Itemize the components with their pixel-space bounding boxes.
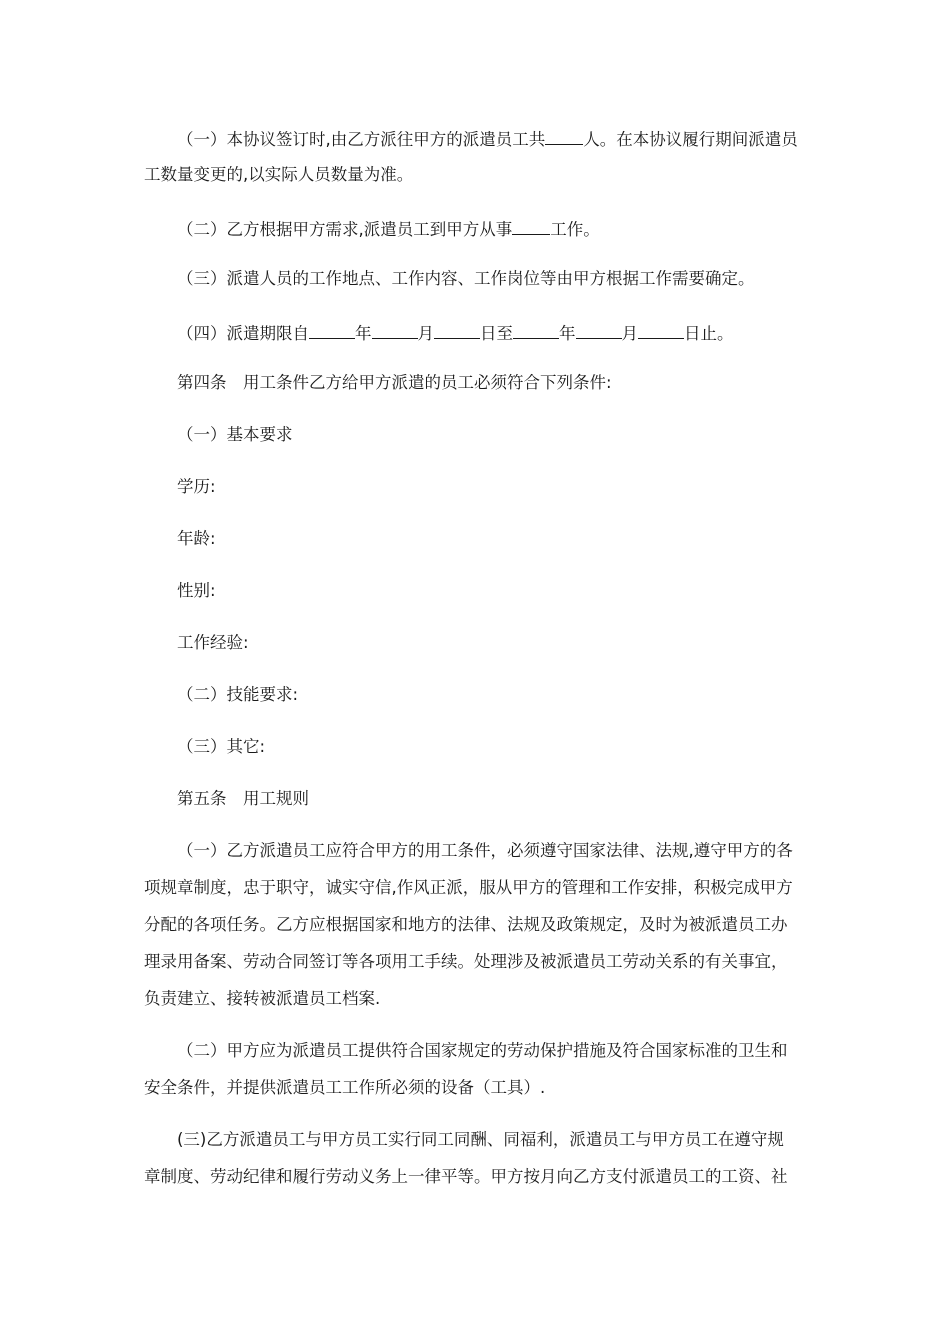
age-field: 年龄: [177,529,216,548]
gender-field: 性别: [177,581,216,600]
paragraph-2 [177,216,600,241]
paragraph-6-line-1: （二）甲方应为派遣员工提供符合国家规定的劳动保护措施及符合国家标准的卫生和 [177,1041,788,1060]
paragraph-7-line-2: 章制度、劳动纪律和履行劳动义务上一律平等。甲方按月向乙方支付派遣员工的工资、社 [144,1167,788,1186]
text: （二）乙方根据甲方需求,派遣员工到甲方从事 [177,220,513,239]
text: 日至 [480,324,513,343]
blank-line [513,320,559,339]
blank-line [638,320,684,339]
paragraph-5-line-4: 理录用备案、劳动合同签订等各项用工手续。处理涉及被派遣员工劳动关系的有关事宜， [144,952,788,971]
blank-line [545,126,583,145]
experience-field: 工作经验: [177,633,249,652]
text: 日止。 [684,324,734,343]
blank-line [434,320,480,339]
paragraph-5-line-5: 负责建立、接转被派遣员工档案. [144,989,381,1008]
basic-requirements: （一）基本要求 [177,425,293,444]
other-requirements: （三）其它: [177,737,266,756]
paragraph-5-line-2: 项规章制度，忠于职守，诚实守信,作风正派，服从甲方的管理和工作安排，积极完成甲方 [144,878,793,897]
text: 年 [559,324,576,343]
skills-requirements: （二）技能要求: [177,685,299,704]
blank-line [309,320,355,339]
paragraph-1-line-2: 工数量变更的,以实际人员数量为准。 [144,165,414,184]
paragraph-5-line-3: 分配的各项任务。乙方应根据国家和地方的法律、法规及政策规定，及时为被派遣员工办 [144,915,788,934]
text: 月 [417,324,434,343]
text: 年 [355,324,372,343]
text: （四）派遣期限自 [177,324,309,343]
blank-line [576,320,622,339]
paragraph-7-line-1: (三)乙方派遣员工与甲方员工实行同工同酬、同福利，派遣员工与甲方员工在遵守规 [177,1130,784,1149]
text: 月 [621,324,638,343]
education-field: 学历: [177,477,216,496]
text: （一）本协议签订时,由乙方派往甲方的派遣员工共 [177,130,546,149]
paragraph-4-period [177,320,734,345]
article-4-heading: 第四条 用工条件乙方给甲方派遣的员工必须符合下列条件: [177,373,612,392]
paragraph-5-line-1: （一）乙方派遣员工应符合甲方的用工条件，必须遵守国家法律、法规,遵守甲方的各 [177,841,793,860]
paragraph-3: （三）派遣人员的工作地点、工作内容、工作岗位等由甲方根据工作需要确定。 [177,269,755,288]
blank-line [372,320,418,339]
paragraph-1-line-1 [177,126,798,151]
blank-line [512,216,550,235]
text: 人。在本协议履行期间派遣员 [583,130,798,149]
article-5-heading: 第五条 用工规则 [177,789,309,808]
text: 工作。 [550,220,600,239]
paragraph-6-line-2: 安全条件，并提供派遣员工工作所必须的设备（工具）. [144,1078,546,1097]
